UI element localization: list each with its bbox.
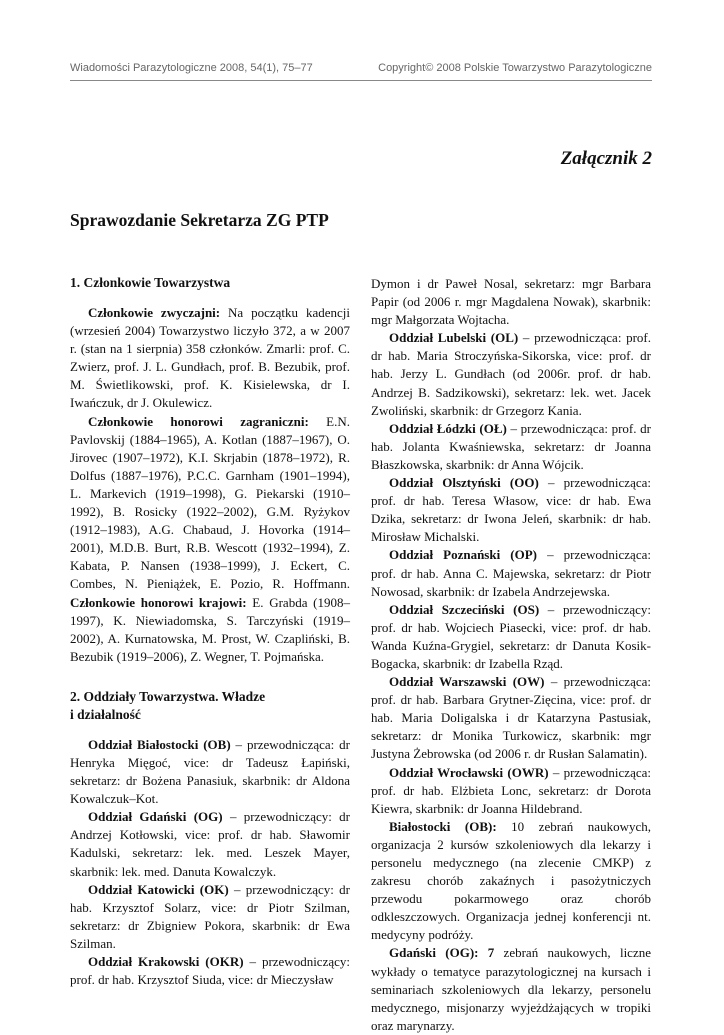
branch-op: [371, 546, 651, 600]
branch-olz-text: – przewodnicząca: prof. dr hab. Jolanta Kwaśniewska, sekretarz: dr Joanna Błaszkowska, skarbnik: dr Anna Wójcik.: [371, 420, 651, 472]
branch-owr-text: – przewodnicząca: prof. dr hab. Elżbieta Lonc, sekretarz: dr Dorota Kiewra, skarbnik: dr Joanna Hildebrand.: [371, 764, 651, 816]
branch-op-lead: Oddział Poznański (OP): [389, 547, 537, 563]
header-rule: [70, 80, 652, 81]
branch-ow-lead: Oddział Warszawski (OW): [389, 674, 545, 690]
section-2-heading-line1: 2. Oddziały Towarzystwa. Władze: [70, 688, 266, 704]
activity-ob-lead: Białostocki (OB):: [389, 818, 497, 834]
branch-ok: [70, 881, 350, 953]
branch-ow-text: – przewodnicząca: prof. dr hab. Barbara Grytner-Zięcina, vice: prof. dr hab. Maria Doligalska i dr Katarzyna Pastusiak, sekretarz: dr Monika Turkowicz, skarbnik: mgr Justyna Żebrowska (od 2006 r. dr Rusłan Salamatin).: [371, 674, 651, 762]
branch-os-lead: Oddział Szczeciński (OS): [389, 601, 540, 617]
lead-honorary-foreign: Członkowie honorowi zagraniczni:: [88, 413, 309, 429]
branch-ow: [371, 673, 651, 763]
section-1-heading: 1. Członkowie Towarzystwa: [70, 275, 231, 290]
journal-citation: Wiadomości Parazytologiczne 2008, 54(1), 75–77: [70, 62, 313, 74]
branch-okr-lead: Oddział Krakowski (OKR): [88, 954, 244, 969]
text-regular-members: Na początku kadencji (wrzesień 2004) Towarzystwo liczyło 372, a w 2007 r. (stan na 1 sierpnia) 358 członków. Zmarli: prof. C. Zwierz, prof. J. L. Gundłach, prof. B. Bezubik, prof. M. Świetlikowski, prof. K. Kisielewska, dr I. Iwańczuk, dr J. Okulewicz.: [70, 305, 350, 411]
activity-ob-text: 10 zebrań naukowych, organizacja 2 kursów szkoleniowych dla lekarzy i personelu medycznego (na zlecenie CMKP) z zakresu chorób zakaźnych i pasożytniczych przewodu pokarmowego oraz chorób odkleszczowych. Organizacja jednej konferencji nt. medycyny podróży.: [371, 818, 651, 943]
section-2-heading: [70, 688, 350, 724]
branch-owr: [371, 764, 651, 818]
branch-oo-text: – przewodnicząca: prof. dr hab. Teresa Własow, vice: dr hab. Ewa Dzika, sekretarz: dr Iwona Jeleń, skarbnik: dr hab. Mirosław Michalski.: [371, 475, 651, 545]
branch-ok-lead: Oddział Katowicki (OK): [88, 881, 229, 897]
branch-olz: [371, 420, 651, 474]
branch-oo-lead: Oddział Olsztyński (OO): [389, 475, 539, 491]
lead-regular-members: Członkowie zwyczajni:: [88, 305, 221, 320]
branch-okr-text: – przewodniczący: prof. dr hab. Krzysztof Siuda, vice: dr Mieczysław: [70, 954, 350, 988]
text-honorary-domestic: E. Grabda (1908–1997), K. Niewiadomska, S. Tarczyński (1919–2002), A. Kurnatowska, M. Prost, W. Czapliński, B. Bezubik (1919–2006), Z. Wegner, T. Pojmańska.: [70, 594, 351, 664]
branch-ol: [371, 329, 651, 419]
branch-ol-lead: Oddział Lubelski (OL): [389, 330, 519, 346]
branch-og: [70, 808, 350, 880]
branch-og-text: – przewodniczący: dr Andrzej Kotłowski, vice: prof. dr hab. Sławomir Kadulski, sekretarz: lek. med. Leszek Mayer, skarbnik: lek. med. Danuta Kowalczyk.: [70, 809, 351, 879]
branch-op-text: – przewodnicząca: prof. dr hab. Anna C. Majewska, sekretarz: dr Piotr Nowosad, skarbnik: dr Izabela Andrzejewska.: [371, 547, 651, 599]
left-column: [70, 274, 350, 989]
copyright-notice: Copyright© 2008 Polskie Towarzystwo Parazytologiczne: [378, 62, 652, 74]
annex-label: Załącznik 2: [560, 148, 652, 169]
branch-ob-text: – przewodnicząca: dr Henryka Mięgoć, vice: dr Tadeusz Łapiński, sekretarz: dr Bożena Panasiuk, skarbnik: dr Aldona Kowalczuk–Kot.: [70, 736, 350, 807]
activity-og-text: zebrań naukowych, liczne wykłady o tematyce parazytologicznej na kursach i seminariach szkoleniowych dla lekarzy, personelu medycznego, misjonarzy wyjeżdżających w tropiki oraz marynarzy.: [371, 945, 651, 1033]
report-title: Sprawozdanie Sekretarza ZG PTP: [70, 210, 329, 230]
lead-honorary-domestic: Członkowie honorowi krajowi:: [70, 594, 247, 610]
branch-okr: [70, 953, 350, 989]
activity-og-lead: Gdański (OG): 7: [389, 945, 495, 961]
paragraph-regular-members: [70, 304, 350, 413]
branch-ok-text: – przewodniczący: dr hab. Krzysztof Solarz, vice: dr Piotr Szilman, sekretarz: dr Zbigniew Pokora, skarbnik: dr Ewa Szilman.: [70, 881, 351, 951]
branch-ol-text: – przewodnicząca: prof. dr hab. Maria Stroczyńska-Sikorska, vice: prof. dr hab. Jerzy L. Gundłach (od 2006r. prof. dr hab. Andrzej B. Sadzikowski), sekretarz: lek. wet. Jacek Zwoliński, skarbnik: dr Grzegorz Kania.: [371, 330, 652, 418]
right-column: [371, 275, 651, 1035]
section-2-heading-line2: i działalność: [70, 706, 141, 722]
branch-okr-continued: Dymon i dr Paweł Nosal, sekretarz: mgr Barbara Papir (od 2006 r. mgr Magdalena Nowak), skarbnik: mgr Małgorzata Wojtacha.: [371, 276, 651, 328]
branch-ob: [70, 736, 350, 808]
branch-oo: [371, 474, 651, 546]
branch-os: [371, 601, 651, 673]
branch-os-text: – przewodniczący: prof. dr hab. Wojciech Piasecki, vice: prof. dr hab. Wanda Kuźna-Grygiel, sekretarz: dr Danuta Kosik-Bogacka, skarbnik: dr Izabella Rząd.: [371, 601, 652, 671]
branch-owr-lead: Oddział Wrocławski (OWR): [389, 764, 549, 780]
activity-og: [371, 944, 651, 1034]
paragraph-honorary-members: [70, 413, 350, 666]
branch-ob-lead: Oddział Białostocki (OB): [88, 736, 231, 752]
text-honorary-foreign: E.N. Pavlovskij (1884–1965), A. Kotlan (1887–1967), O. Jirovec (1907–1972), K.I. Skrjabin (1878–1972), R. Dolfus (1887–1976), P.C.C. Garnham (1901–1994), L. Markevich (1919–1998), G. Piekarski (1910–1992), B. Rosicky (1922–2002), G.M. Ryżykov (1912–1983), A.G. Chabaud, J. Hovorka (1914–2001), M.D.B. Burt, R.B. Wescott (1932–1994), Z. Kabata, P. Nansen (1938–1999), J. Eckert, C. Combes, N. Pieniążek, E. Pozio, R. Hoffmann.: [70, 413, 350, 592]
activity-ob: [371, 818, 651, 945]
branch-og-lead: Oddział Gdański (OG): [88, 809, 223, 825]
branch-olz-lead: Oddział Łódzki (OŁ): [389, 420, 507, 436]
